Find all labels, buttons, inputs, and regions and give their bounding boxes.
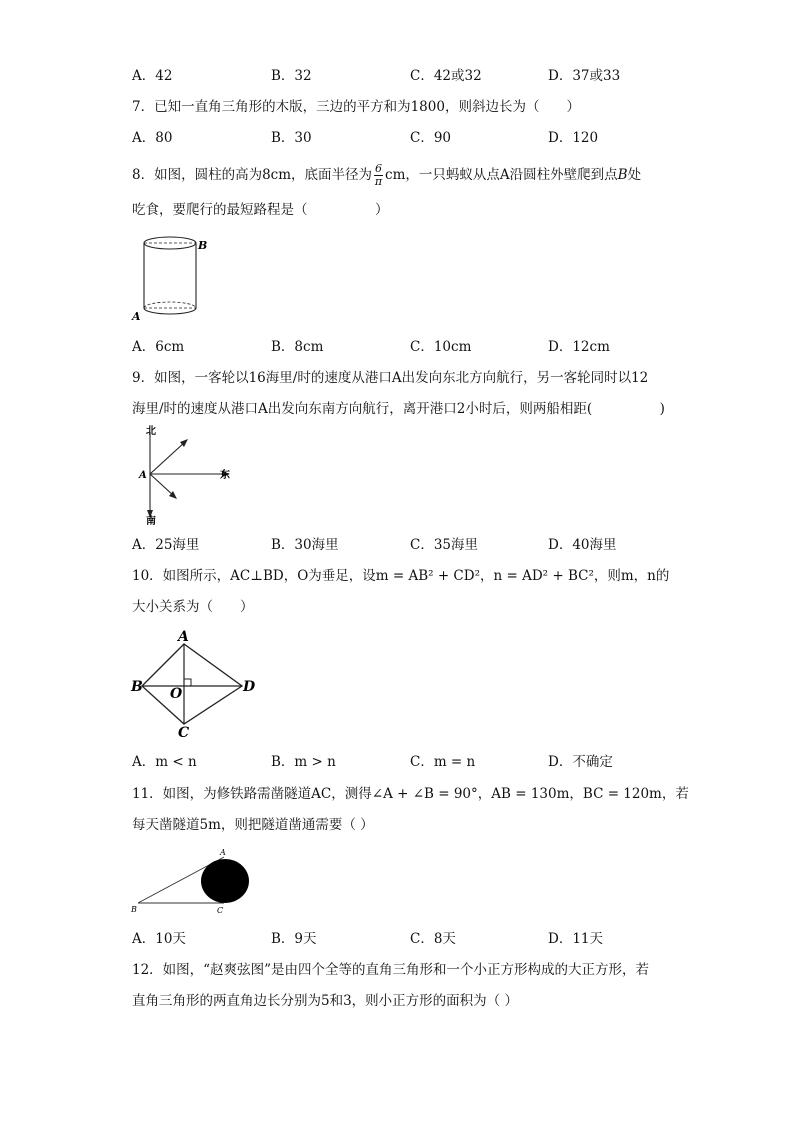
q6-option-d[interactable]: D．37或33 [548,68,621,84]
q10-label-c: C [178,725,190,740]
mountain-shape [201,859,249,903]
q11-label-a: A [220,848,226,857]
q6-option-b[interactable]: B．32 [271,68,312,84]
label-south: 南 [146,516,156,526]
q9-option-c[interactable]: C．35海里 [410,537,479,553]
label-east: 东 [220,470,230,481]
q10-stem-line2: 大小关系为（ ） [132,599,254,615]
q8-options [132,337,692,357]
q8-fraction-denominator: π [374,175,383,188]
quadrilateral-abcd [142,644,242,724]
q8-cylinder-figure [128,230,218,325]
q10-option-c[interactable]: C．m = n [410,754,476,770]
cylinder-bottom-front [144,308,196,314]
label-north: 北 [146,426,156,437]
q11-option-c[interactable]: C．8天 [410,931,456,947]
q9-stem-line2: 海里/时的速度从港口A出发向东南方向航行，离开港口2小时后，则两船相距( ) [132,401,665,417]
q10-options [132,752,692,772]
q9-option-d[interactable]: D．40海里 [548,537,617,553]
q10-label-d: D [243,679,256,695]
q7-option-c[interactable]: C．90 [410,130,452,146]
q10-label-a: A [178,629,189,645]
q10-quadrilateral-figure [130,628,260,740]
q11-option-d[interactable]: D．11天 [548,931,604,947]
q11-options [132,929,692,949]
q12-stem-line2: 直角三角形的两直角边长分别为5和3，则小正方形的面积为（ ） [132,993,518,1009]
q8-stem-line2: 吃食，要爬行的最短路程是（ ） [132,202,389,218]
q11-option-a[interactable]: A．10天 [132,931,186,947]
q9-stem-line1: 9．如图，一客轮以16海里/时的速度从港口A出发向东北方向航行，另一客轮同时以12 [132,370,649,386]
q7-options [132,128,692,148]
q10-option-a[interactable]: A．m < n [132,754,197,770]
q7-option-d[interactable]: D．120 [548,130,599,146]
q6-options [132,66,692,86]
q10-label-o: O [170,686,183,702]
q8-label-a: A [132,310,141,323]
q11-option-b[interactable]: B．9天 [271,931,317,947]
q12-stem-line1: 12．如图，“赵爽弦图”是由四个全等的直角三角形和一个小正方形构成的大正方形，若 [132,962,649,978]
q7-option-b[interactable]: B．30 [271,130,312,146]
northeast-route [150,442,185,474]
q8-option-c[interactable]: C．10cm [410,339,472,355]
q10-stem-line1: 10．如图所示，AC⊥BD，O为垂足，设m = AB² + CD²，n = AD² + BC²，则m，n的 [132,568,670,584]
q8-stem-b: cm，一只蚂蚁从点A沿圆柱外壁爬到点 [385,167,618,183]
q8-stem-a: 8．如图，圆柱的高为8cm，底面半径为 [132,167,373,183]
cylinder-bottom-back [144,302,196,308]
q8-stem-c: 处 [627,167,642,183]
q6-option-a[interactable]: A．42 [132,68,173,84]
q7-option-a[interactable]: A．80 [132,130,173,146]
southeast-route [150,474,174,496]
q8-radius-fraction [374,163,383,188]
q11-label-c: C [217,906,224,915]
q8-point-b: B [617,167,628,183]
right-angle-mark [184,679,191,686]
q8-stem-line1 [132,161,641,189]
q7-stem: 7．已知一直角三角形的木版，三边的平方和为1800，则斜边长为（ ） [132,99,580,115]
q11-tunnel-figure [128,845,258,920]
q9-options [132,535,692,555]
q8-option-b[interactable]: B．8cm [271,339,324,355]
label-port-a: A [139,470,147,481]
q9-option-a[interactable]: A．25海里 [132,537,200,553]
q11-stem-line2: 每天凿隧道5m，则把隧道凿通需要（ ） [132,817,374,833]
q8-label-b: B [198,239,208,252]
q8-option-d[interactable]: D．12cm [548,339,610,355]
q11-stem-line1: 11．如图，为修铁路需凿隧道AC，测得∠A + ∠B = 90°，AB = 130m，BC = 120m，若 [132,786,689,802]
q10-option-b[interactable]: B．m > n [271,754,336,770]
q11-label-b: B [131,905,137,914]
q8-option-a[interactable]: A．6cm [132,339,185,355]
q10-label-b: B [131,679,143,695]
q6-option-c[interactable]: C．42或32 [410,68,482,84]
q8-fraction-numerator: 6 [375,162,383,175]
q9-option-b[interactable]: B．30海里 [271,537,339,553]
q10-option-d[interactable]: D．不确定 [548,754,613,770]
q9-compass-figure [130,422,240,526]
